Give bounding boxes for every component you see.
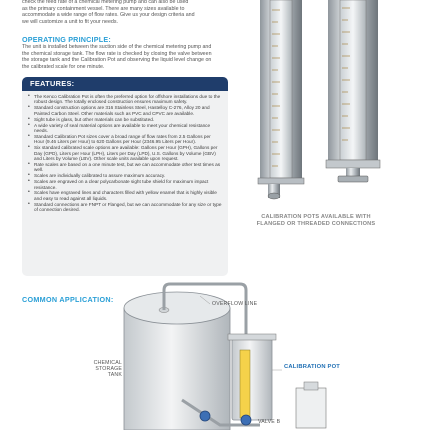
valve-a: [200, 411, 210, 421]
intro-line: as the primary containment vessel. There are many sizes available to: [22, 5, 185, 12]
valve-b-label: VALVE B: [258, 419, 281, 425]
calibration-pot-label: CALIBRATION POT: [284, 364, 341, 370]
features-heading: FEATURES:: [22, 77, 228, 91]
feature-item: • The Kenco Calibration Pot is often the preferred option for offshore installations due to the robust design. The totally enclosed construction ensures maximum safety.: [34, 94, 222, 105]
operating-principle-heading: OPERATING PRINCIPLE:: [22, 35, 111, 44]
valve-b: [241, 415, 251, 425]
overflow-line-label: OVERFLOW LINE: [212, 301, 258, 307]
feature-item: • Standard Calibration Pot sizes cover a broad range of flow rates from 2.5 Gallons per Hour (9.46 Liters per Hour) to 620 Gallons per Hour (2346.95 Liters per Hour).: [34, 134, 222, 145]
application-diagram: [60, 280, 380, 430]
common-application-heading: COMMON APPLICATION:: [22, 295, 114, 304]
feature-item: • Standard construction options are 316 Stainless Steel, Hastelloy C-276, Alloy 20 and Painted Carbon Steel. Other materials such as PVC and CPVC are available.: [34, 105, 222, 116]
features-box: [22, 77, 228, 276]
intro-text: [22, 0, 218, 25]
features-list: [22, 91, 228, 213]
feature-item: • Scales are individually calibrated to assure maximum accuracy.: [34, 173, 222, 178]
storage-tank-label-line: STORAGE TANK: [95, 366, 122, 379]
storage-tank-label-line: CHEMICAL: [93, 360, 122, 366]
caption-line: FLANGED OR THREADED CONNECTIONS: [256, 220, 376, 227]
metering-pump: [296, 388, 326, 428]
intro-line: check the feed rate of a chemical metering pump and can also be used: [22, 0, 189, 5]
intro-line: accommodate a wide range of flow rates. Give us your design criteria and: [22, 12, 195, 19]
calibration-pots-photo: [250, 0, 400, 208]
storage-tank: [124, 308, 230, 430]
feature-item: • Scales have engraved lines and characters filled with yellow enamel that is highly visible and easy to read against all liquids.: [34, 190, 222, 201]
caption-line: CALIBRATION POTS AVAILABLE WITH: [261, 214, 371, 220]
feature-item: • Six standard calibrated scale options are available: Gallons per Hour (GPH), Gallons per Day (GPD), Liters per Hour (LPH), Liters per Day (LPD), U.S. Gallons by Volume (GBV) and Liters by Volume (LBV). Other scale units available upon request.: [34, 145, 222, 161]
calibration-pot: [232, 338, 272, 420]
feature-item: • Rate scales are based on a one minute test, but we can accommodate other test times as well.: [34, 162, 222, 173]
feature-item: • A wide variety of seal material options are available to meet your chemical resistance needs.: [34, 123, 222, 134]
feature-item: • Scales are engraved on a clear polycarbonate sight tube shield for maximum impact resistance.: [34, 179, 222, 190]
feature-item: • Sight tube is glass, but other materials can be substituted.: [34, 117, 222, 122]
storage-tank-label: [88, 360, 122, 379]
photo-caption: [246, 214, 386, 227]
operating-principle-text: The unit is installed between the suction side of the chemical metering pump and the chemical storage tank. The flow rate is checked by closing the valve between the storage tank and the Calibration Pot and observing the liquid level change on the calibrated scale for one minute.: [22, 44, 212, 70]
feature-item: • Standard connections are FNPT or Flanged, but we can accommodate for any size or type of connection desired.: [34, 202, 222, 213]
intro-line: we will customize a unit to fit your needs.: [22, 18, 118, 25]
